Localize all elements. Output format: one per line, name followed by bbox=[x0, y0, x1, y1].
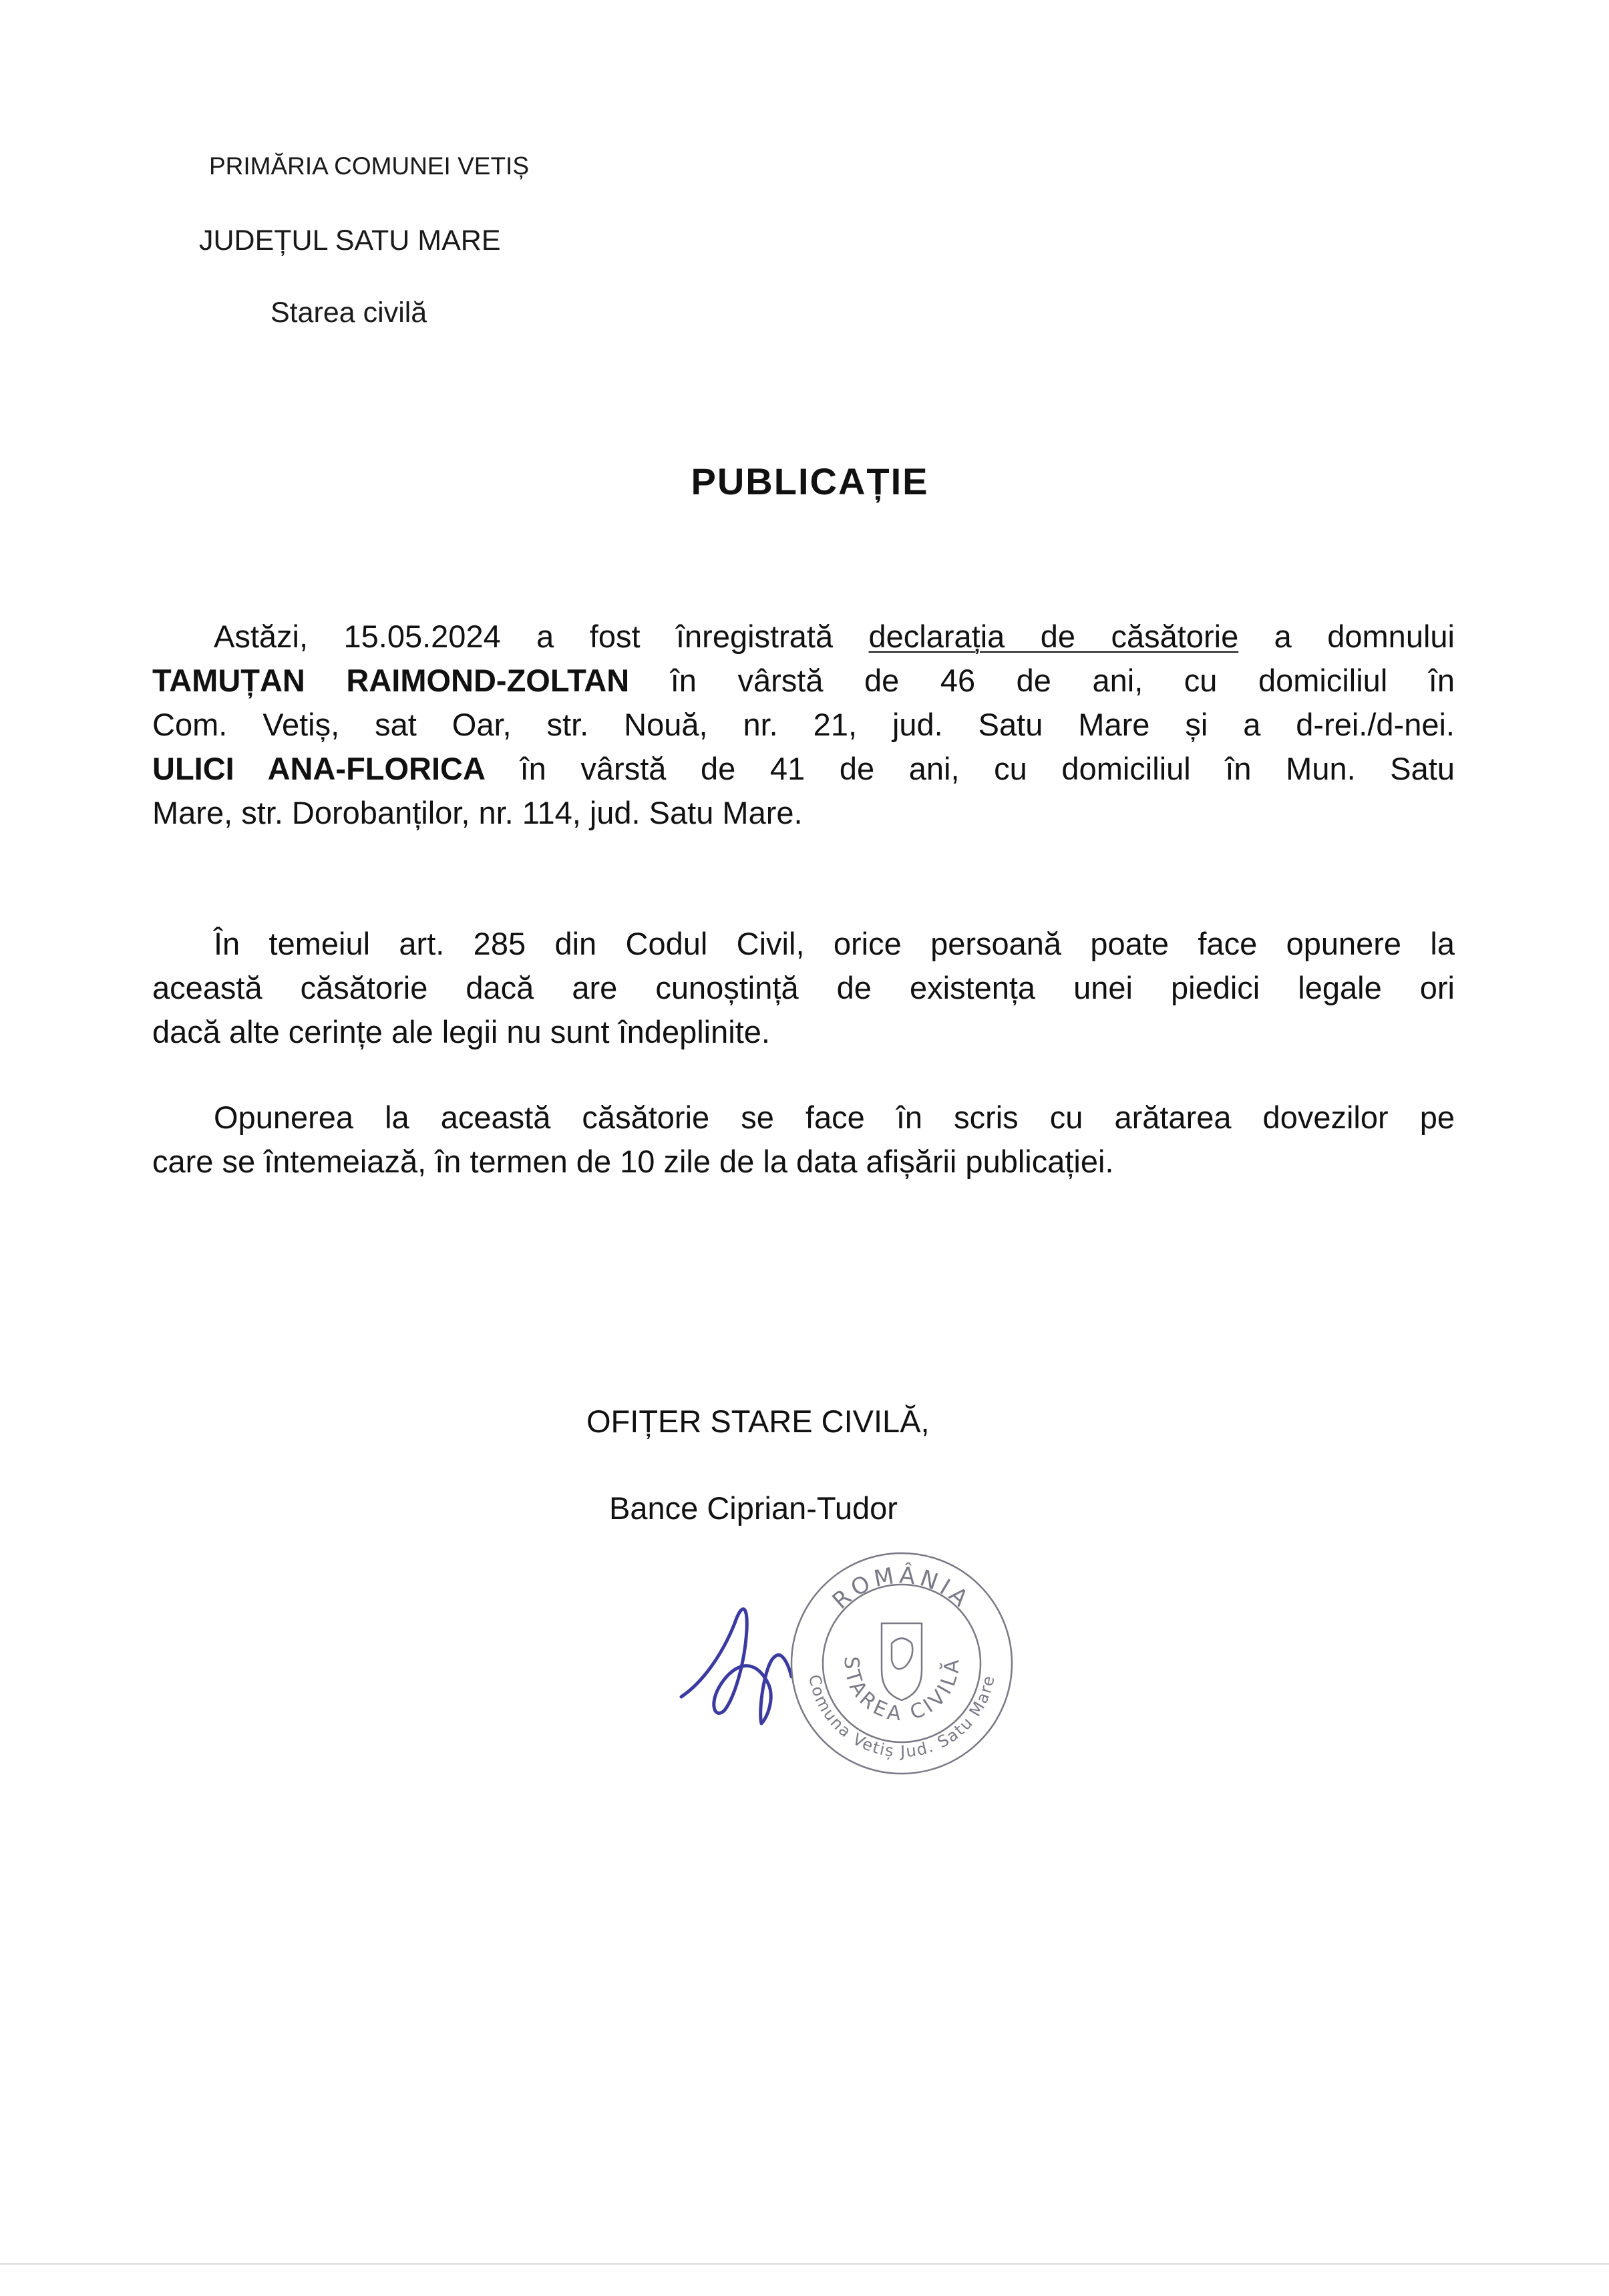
header-institution: PRIMĂRIA COMUNEI VETIȘ bbox=[209, 152, 530, 180]
eagle-icon bbox=[892, 1639, 912, 1669]
text-span: în vârstă de 46 de ani, cu domiciliul în bbox=[629, 663, 1455, 698]
paragraph-line: această căsătorie dacă are cunoștință de existența unei piedici legale ori bbox=[152, 970, 1455, 1005]
document-title bbox=[0, 460, 1609, 503]
paragraph-opposition bbox=[152, 1096, 1455, 1184]
paragraph-declaration bbox=[152, 615, 1455, 835]
header-county: JUDEȚUL SATU MARE bbox=[199, 224, 501, 257]
text-span: a domnului bbox=[1238, 619, 1455, 654]
underlined-phrase: declarația de căsătorie bbox=[868, 619, 1239, 654]
paragraph-line bbox=[152, 615, 1455, 659]
document-title-text: PUBLICAȚIE bbox=[691, 460, 929, 502]
coat-of-arms-icon bbox=[882, 1623, 922, 1700]
stamp-top-text: ROMÂNIA bbox=[827, 1562, 976, 1615]
stamp-bottom-text: Comuna Vetiș Jud. Satu Mare bbox=[805, 1673, 999, 1762]
text-span: Astăzi, 15.05.2024 a fost înregistrată bbox=[214, 619, 869, 654]
signatory-role: OFIȚER STARE CIVILĂ, bbox=[586, 1404, 930, 1439]
groom-name: TAMUȚAN RAIMOND-ZOLTAN bbox=[152, 663, 630, 698]
paragraph-line: Com. Vetiș, sat Oar, str. Nouă, nr. 21, jud. Satu Mare și a d-rei./d-nei. bbox=[152, 707, 1455, 742]
stamp-middle-text: STAREA CIVILĂ bbox=[839, 1655, 964, 1726]
paragraph-line bbox=[152, 659, 1455, 703]
paragraph-line: dacă alte cerințe ale legii nu sunt îndeplinite. bbox=[152, 1014, 770, 1049]
signatory-name: Bance Ciprian-Tudor bbox=[609, 1490, 898, 1526]
bride-name: ULICI ANA-FLORICA bbox=[152, 751, 486, 786]
scan-edge-line bbox=[0, 2263, 1609, 2265]
paragraph-line: Opunerea la această căsătorie se face în scris cu arătarea dovezilor pe bbox=[214, 1100, 1455, 1135]
svg-text:STAREA CIVILĂ bbox=[840, 1656, 964, 1726]
paragraph-line: Mare, str. Dorobanților, nr. 114, jud. Satu Mare. bbox=[152, 795, 803, 830]
text-span: în vârstă de 41 de ani, cu domiciliul în Mun. Satu bbox=[485, 751, 1455, 786]
official-stamp bbox=[781, 1543, 1022, 1784]
paragraph-legal-basis bbox=[152, 922, 1455, 1054]
paragraph-line bbox=[152, 747, 1455, 791]
svg-text:ROMÂNIA bbox=[828, 1561, 976, 1615]
header-department: Starea civilă bbox=[271, 297, 427, 329]
paragraph-line: În temeiul art. 285 din Codul Civil, orice persoană poate face opunere la bbox=[214, 926, 1455, 961]
paragraph-line: care se întemeiază, în termen de 10 zile de la data afișării publicației. bbox=[152, 1144, 1114, 1179]
